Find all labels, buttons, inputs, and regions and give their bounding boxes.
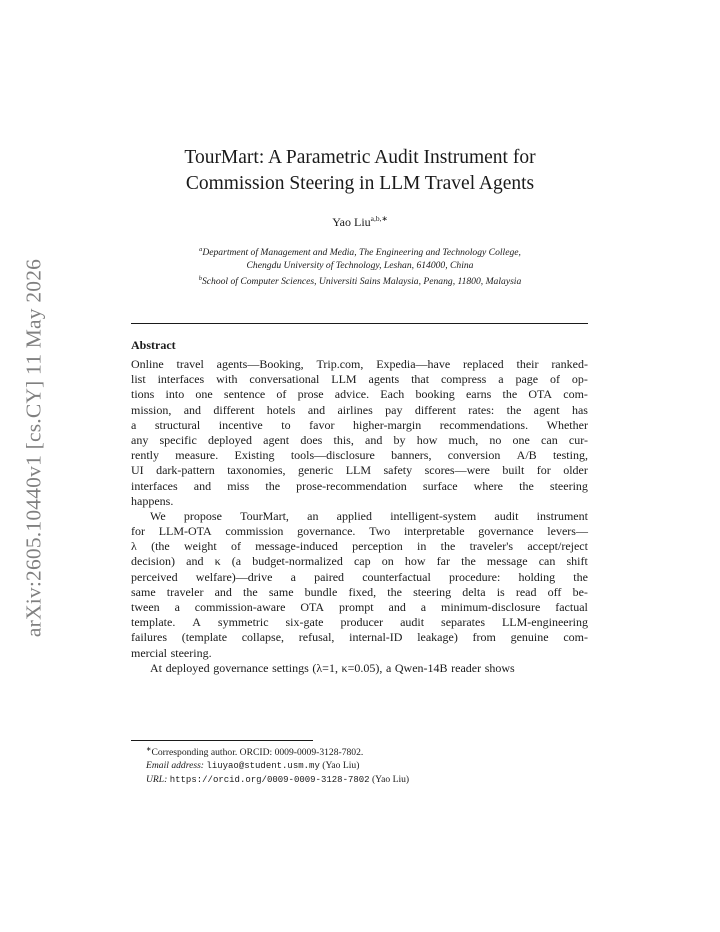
abstract-line: interfaces and miss the prose-recommendation surface where the steering — [131, 478, 588, 493]
abstract-line: mission, and different hotels and airlines pay different rates: the agent has — [131, 402, 588, 417]
abstract-heading: Abstract — [131, 338, 176, 352]
footnote-rule — [131, 740, 313, 741]
title-line-2: Commission Steering in LLM Travel Agents — [185, 173, 535, 194]
affiliation-a-line-2: Chengdu University of Technology, Leshan, 614000, China — [246, 260, 474, 272]
orcid-link[interactable]: https://orcid.org/0009-0009-3128-7802 — [169, 775, 370, 786]
abstract-line: tions into one sentence of prose advice. Each booking earns the OTA com- — [131, 387, 588, 402]
author-line — [130, 214, 590, 230]
abstract-line: λ (the weight of message-induced perception in the traveler's accept/reject — [131, 539, 588, 554]
abstract-line: same traveler and the same bundle fixed, the steering delta is read off be- — [131, 584, 588, 599]
paper-title — [130, 145, 590, 197]
abstract-rule — [131, 323, 588, 324]
abstract-line: mercial steering. — [131, 645, 212, 660]
abstract-line: for LLM-OTA commission governance. Two interpretable governance levers— — [131, 524, 588, 539]
affiliations — [130, 243, 590, 288]
abstract-line: Online travel agents—Booking, Trip.com, Expedia—have replaced their ranked- — [131, 357, 588, 371]
abstract-line: At deployed governance settings (λ=1, κ=0.05), a Qwen-14B reader shows — [150, 660, 515, 675]
arxiv-stamp: arXiv:2605.10440v1 [cs.CY] 11 May 2026 — [21, 258, 46, 638]
email-link[interactable]: liuyao@student.usm.my — [206, 761, 320, 772]
abstract-line: perceived welfare)—drive a paired counterfactual procedure: holding the — [131, 569, 588, 584]
abstract-line: failures (template collapse, refusal, internal-ID leakage) from genuine com- — [131, 630, 588, 645]
abstract-line: UI dark-pattern taxonomies, generic LLM safety scores—were built for older — [131, 463, 588, 478]
abstract-line: We propose TourMart, an applied intelligent-system audit instrument — [150, 508, 588, 523]
abstract-line: decision) and κ (a budget-normalized cap on how far the message can shift — [131, 554, 588, 569]
title-line-1: TourMart: A Parametric Audit Instrument for — [184, 147, 536, 168]
abstract-body — [131, 357, 588, 676]
abstract-line: rently measure. Existing tools—disclosure banners, conversion A/B testing, — [131, 448, 588, 463]
footnote-corresponding: ∗Corresponding author. ORCID: 0009-0009-3128-7802. — [146, 746, 364, 759]
abstract-line: any specific deployed agent does this, and by how much, no one can cur- — [131, 432, 588, 447]
author-marks: a,b,∗ — [370, 214, 388, 223]
abstract-line: a structural incentive to favor higher-margin recommendations. Whether — [131, 417, 588, 432]
abstract-line: list interfaces with conversational LLM agents that compress a page of op- — [131, 372, 588, 387]
footnote-url: URL: https://orcid.org/0009-0009-3128-7802 (Yao Liu) — [146, 774, 410, 786]
footnote-email: Email address: liuyao@student.usm.my (Yao Liu) — [146, 760, 360, 772]
footnotes — [146, 743, 409, 787]
affiliation-b-line-1: $^b$School of Computer Sciences, Universiti Sains Malaysia, Penang, 11800, Malaysia — [198, 275, 522, 288]
affiliation-a-line-1: $^a$Department of Management and Media, The Engineering and Technology College, — [199, 246, 521, 259]
author-name: Yao Liu — [332, 215, 371, 229]
abstract-line: happens. — [131, 493, 174, 508]
abstract-line: tween a commission-aware OTA prompt and a minimum-disclosure factual — [131, 600, 588, 614]
abstract-line: template. A symmetric six-gate producer audit separates LLM-engineering — [131, 615, 588, 630]
